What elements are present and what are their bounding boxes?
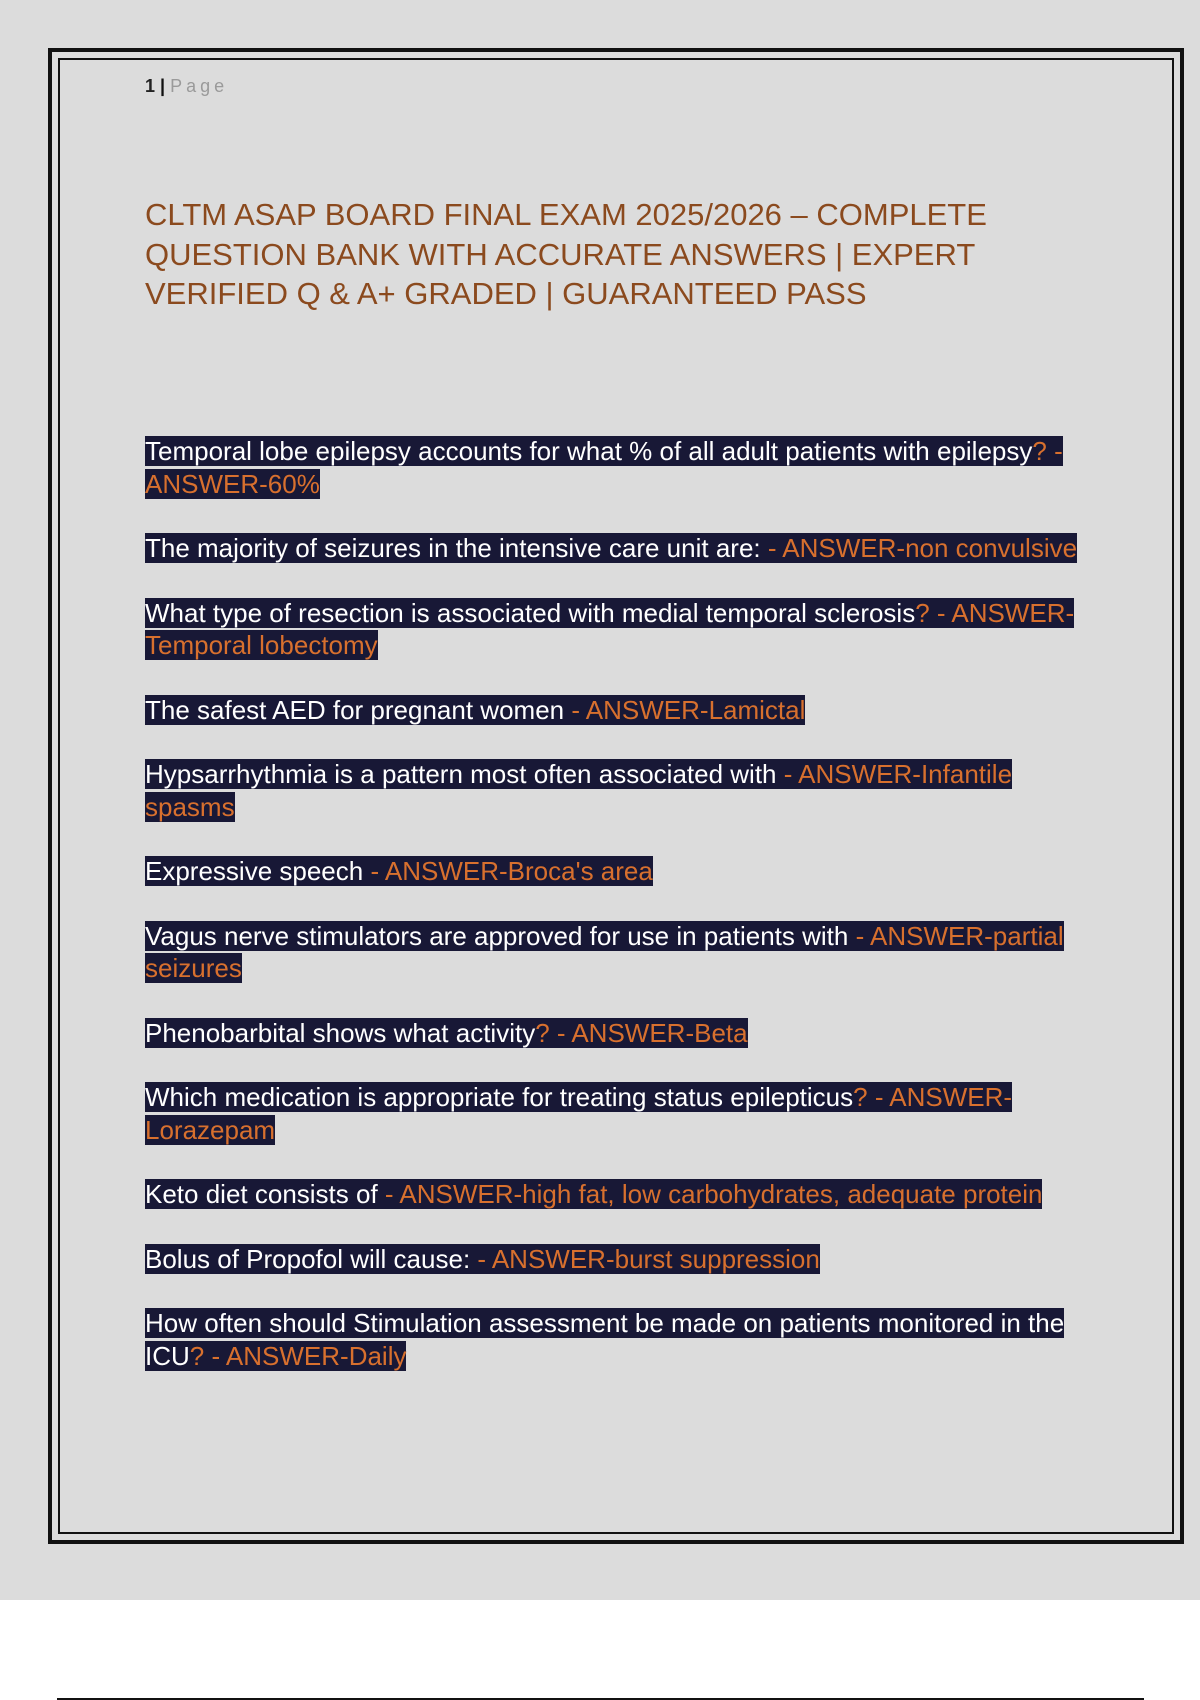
qa-item — [145, 694, 1105, 727]
qa-answer: ? - ANSWER-Beta — [535, 1017, 748, 1048]
qa-item — [145, 1307, 1105, 1372]
qa-question: Temporal lobe epilepsy accounts for what % of all adult patients with epilepsy — [145, 436, 1033, 466]
page-label: Page — [170, 76, 229, 96]
qa-item — [145, 1017, 1105, 1050]
qa-answer: ? - ANSWER-Temporal lobectomy — [145, 597, 1075, 660]
qa-answer: - ANSWER-Broca's area — [363, 856, 653, 886]
qa-question: Hypsarrhythmia is a pattern most often associated with — [145, 759, 777, 789]
qa-answer: ? - ANSWER-Lorazepam — [145, 1082, 1013, 1145]
qa-question: The safest AED for pregnant women — [145, 694, 565, 725]
qa-question: How often should Stimulation assessment be made on patients monitored in the ICU — [145, 1308, 1065, 1371]
page-number-header — [145, 76, 228, 97]
qa-question: Vagus nerve stimulators are approved for use in patients with — [145, 920, 849, 951]
qa-question: Bolus of Propofol will cause: — [145, 1243, 471, 1274]
document-title: CLTM ASAP BOARD FINAL EXAM 2025/2026 – COMPLETE QUESTION BANK WITH ACCURATE ANSWERS | EXPERT VERIFIED Q & A+ GRADED | GUARANTEED PASS — [145, 197, 987, 311]
qa-item — [145, 758, 1105, 823]
qa-item — [145, 532, 1105, 565]
qa-item — [145, 1243, 1105, 1276]
qa-item — [145, 435, 1105, 500]
qa-item — [145, 597, 1105, 662]
qa-answer: ? - ANSWER-60% — [145, 436, 1063, 499]
page-number: 1 — [145, 76, 156, 96]
qa-list — [145, 435, 1105, 1404]
qa-question: Which medication is appropriate for treating status epilepticus — [145, 1082, 854, 1112]
qa-answer: - ANSWER-non convulsive — [760, 533, 1078, 563]
qa-question: Phenobarbital shows what activity — [145, 1017, 536, 1048]
qa-question: The majority of seizures in the intensive care unit are: — [145, 533, 761, 563]
page-separator: | — [160, 76, 166, 96]
qa-answer: - ANSWER-partial seizures — [145, 920, 1064, 983]
qa-answer: ? - ANSWER-Daily — [189, 1340, 407, 1371]
qa-item — [145, 1178, 1105, 1211]
qa-answer: - ANSWER-burst suppression — [470, 1243, 820, 1274]
qa-answer: - ANSWER-high fat, low carbohydrates, adequate protein — [377, 1179, 1043, 1209]
qa-item — [145, 920, 1105, 985]
qa-question: Keto diet consists of — [145, 1179, 378, 1209]
qa-item — [145, 855, 1105, 888]
qa-answer: - ANSWER-Infantile spasms — [145, 759, 1013, 822]
qa-answer: - ANSWER-Lamictal — [564, 694, 806, 725]
qa-question: What type of resection is associated with medial temporal sclerosis — [145, 597, 916, 628]
qa-question: Expressive speech — [145, 856, 364, 886]
qa-item — [145, 1081, 1105, 1146]
